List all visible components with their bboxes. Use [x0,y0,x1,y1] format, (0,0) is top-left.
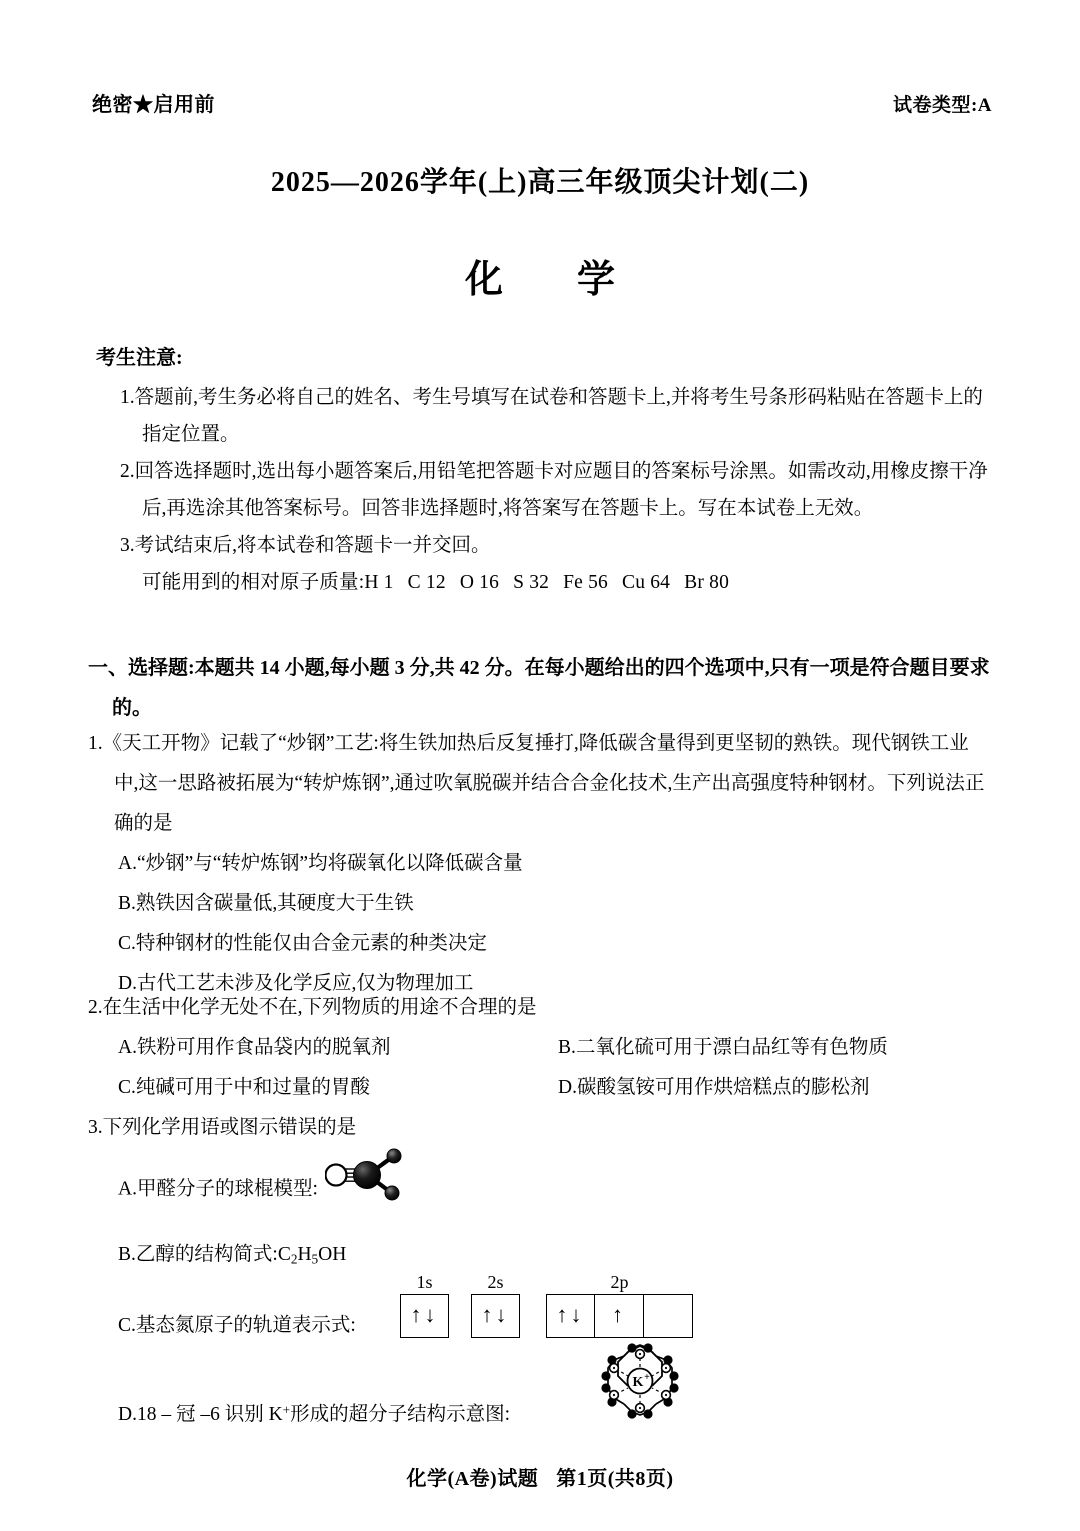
mass-value: H 1 [364,572,394,593]
question-stem: 3.下列化学用语或图示错误的是 [88,1117,357,1138]
orbital-boxes [471,1294,520,1338]
orbital-group-1s [400,1272,449,1338]
nitrogen-orbital-diagram [400,1272,693,1338]
option-c-label: C.基态氮原子的轨道表示式: [118,1314,356,1336]
option-d[interactable]: D.碳酸氢铵可用作烘焙糕点的膨松剂 [558,1077,870,1098]
footer-page-number: 第1页(共8页) [556,1468,674,1490]
potassium-ion-label: K [632,1375,644,1390]
page-header [92,88,992,117]
relative-atomic-mass-line [96,564,992,601]
orbital-label: 2p [610,1272,629,1292]
notice-item: 2.回答选择题时,选出每小题答案后,用铅笔把答题卡对应题目的答案标号涂黑。如需改动,用橡皮擦干净后,再选涂其他答案标号。回答非选择题时,将答案写在答题卡上。写在本试卷上无效。 [120,461,988,519]
question-1 [88,724,992,1004]
orbital-box: ↑↓ [546,1294,595,1338]
option-b[interactable]: B.熟铁因含碳量低,其硬度大于生铁 [118,893,414,914]
mass-value: Br 80 [684,572,730,593]
option-row [88,1068,992,1108]
crown-ether-supramolecule-diagram [584,1338,696,1446]
orbital-boxes [400,1294,449,1338]
question-stem: 1.《天工开物》记载了“炒钢”工艺:将生铁加热后反复捶打,降低碳含量得到更坚韧的熟铁。现代钢铁工业中,这一思路被拓展为“转炉炼钢”,通过吹氧脱碳并结合合金化技术,生产出高强度特种钢材。下列说法正确的是 [88,733,985,834]
notice-item: 3.考试结束后,将本试卷和答题卡一并交回。 [120,535,491,556]
question-2 [88,988,992,1108]
mass-value: O 16 [459,572,500,593]
orbital-group-2p [546,1272,693,1338]
mass-value: Cu 64 [622,572,671,593]
notice-title: 考生注意: [96,347,183,369]
ethanol-formula: $C_2H_5OH$ [277,1244,347,1267]
orbital-group-2s [471,1272,520,1338]
footer-subject: 化学(A卷)试题 [406,1468,539,1490]
option-d-label: D.18 – 冠 –6 识别 K+形成的超分子结构示意图: [118,1402,511,1426]
option-a[interactable] [88,1148,992,1232]
mass-value: C 12 [407,572,446,593]
option-row [88,1028,992,1068]
candidate-notice [96,340,992,601]
orbital-box: ↑↓ [400,1294,449,1338]
option-d[interactable]: D.古代工艺未涉及化学反应,仅为物理加工 [118,973,474,994]
secret-label: 绝密★启用前 [92,94,215,116]
orbital-box: ↑↓ [471,1294,520,1338]
option-a[interactable]: A.铁粉可用作食品袋内的脱氧剂 [118,1037,391,1058]
potassium-charge-label: + [644,1372,650,1383]
option-a-label: A.甲醛分子的球棍模型: [118,1178,318,1200]
formaldehyde-ball-stick-model [325,1146,411,1230]
option-b-label: B.乙醇的结构简式: [118,1244,278,1265]
option-a[interactable]: A.“炒钢”与“转炉炼钢”均将碳氧化以降低碳含量 [118,853,523,874]
orbital-box: ↑ [595,1294,644,1338]
mass-prefix: 可能用到的相对原子质量: [142,572,365,593]
option-b[interactable]: B.二氧化硫可用于漂白品红等有色物质 [558,1037,888,1058]
orbital-box [644,1294,693,1338]
orbital-label: 2s [487,1272,504,1292]
option-c[interactable]: C.纯碱可用于中和过量的胃酸 [118,1077,370,1098]
subject-title: 化 学 [464,259,633,301]
question-stem: 2.在生活中化学无处不在,下列物质的用途不合理的是 [88,997,537,1018]
section-heading: 一、选择题:本题共 14 小题,每小题 3 分,共 42 分。在每小题给出的四个选项中,只有一项是符合题目要求的。 [88,657,990,719]
mass-value: Fe 56 [563,572,608,593]
mass-value: S 32 [513,572,550,593]
option-c[interactable]: C.特种钢材的性能仅由合金元素的种类决定 [118,933,487,954]
orbital-boxes [546,1294,693,1338]
page-footer [0,1462,1080,1491]
paper-type-label: 试卷类型:A [892,95,992,116]
notice-item: 1.答题前,考生务必将自己的姓名、考生号填写在试卷和答题卡上,并将考生号条形码粘贴在答题卡上的指定位置。 [120,387,983,445]
orbital-label: 1s [416,1272,433,1292]
exam-title: 2025—2026学年(上)高三年级顶尖计划(二) [270,167,810,198]
option-d[interactable] [88,1369,992,1458]
